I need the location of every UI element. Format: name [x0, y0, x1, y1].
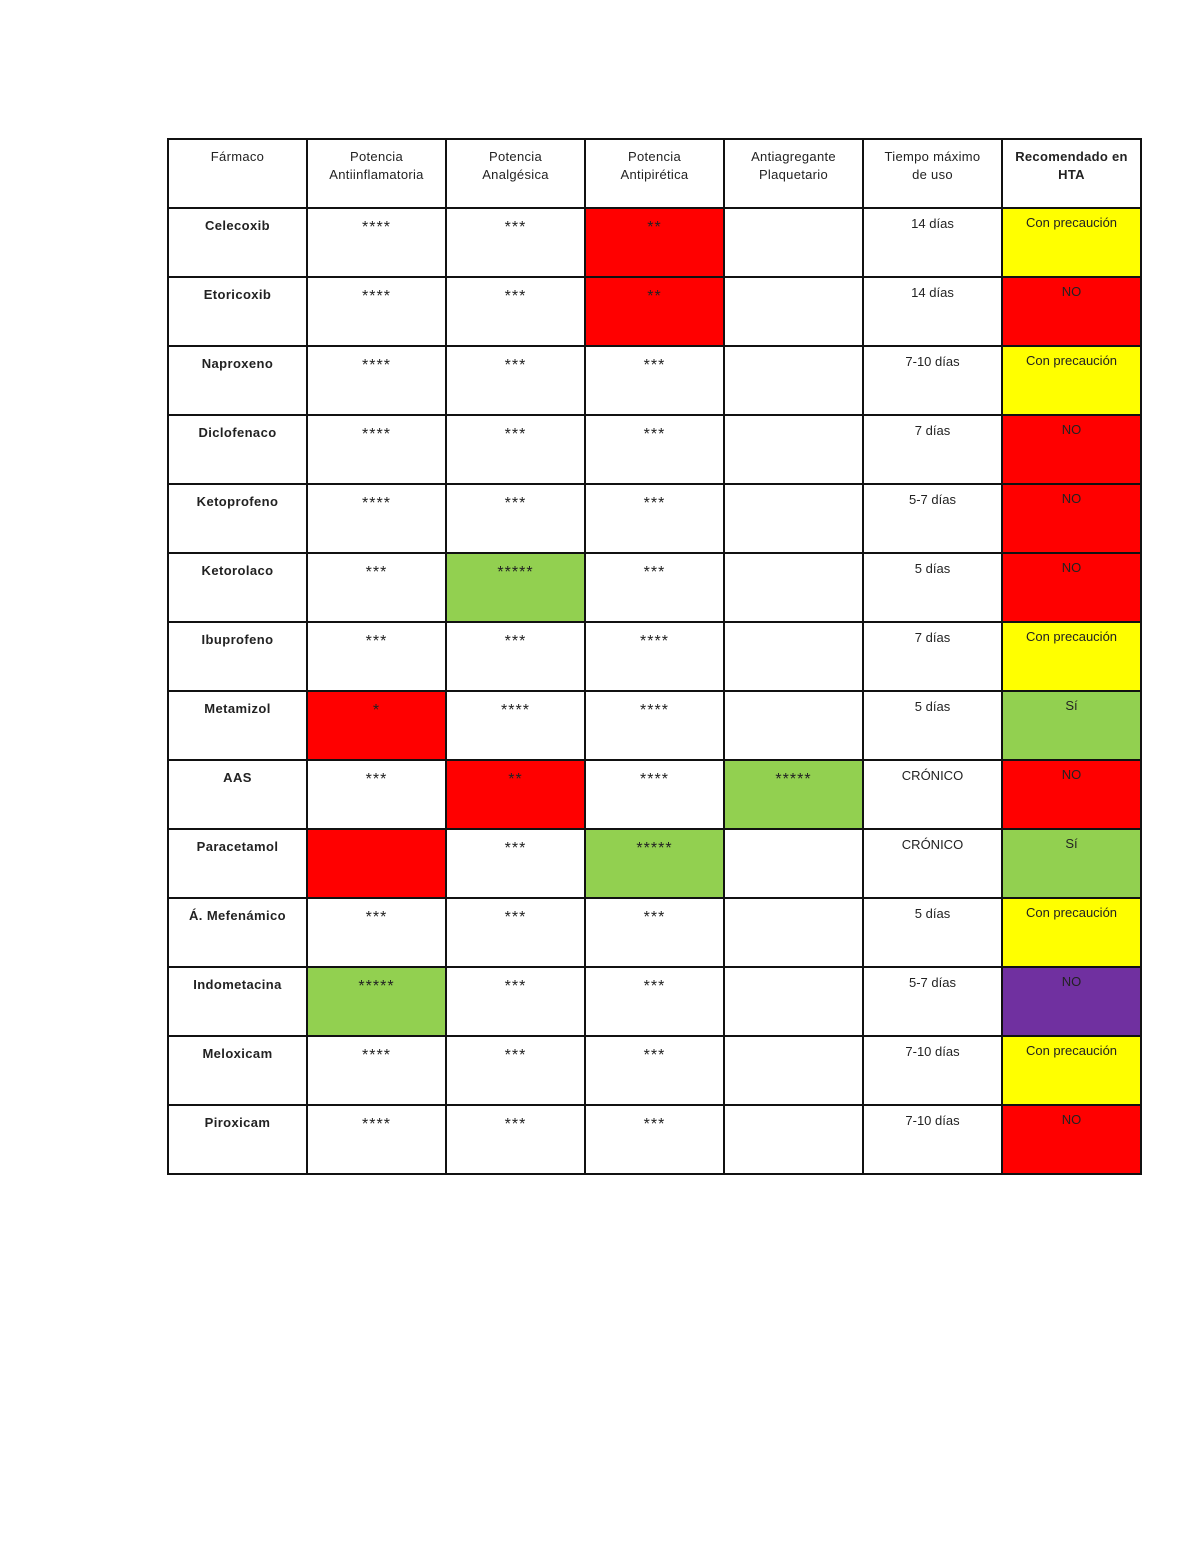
antiagregante-cell [724, 1036, 863, 1105]
table-row [168, 484, 1141, 553]
drug-name-cell: Ibuprofeno [168, 622, 307, 691]
table-row [168, 829, 1141, 898]
header-analgesica-line: Analgésica [482, 167, 549, 182]
table-row [168, 415, 1141, 484]
nsaid-comparison-table [167, 138, 1142, 1175]
tiempo-maximo-cell: 14 días [863, 277, 1002, 346]
analgesica-cell: ** [446, 760, 585, 829]
drug-name-cell: Piroxicam [168, 1105, 307, 1174]
antiinflamatoria-cell: *** [307, 553, 446, 622]
hta-recommendation-cell: Con precaución [1002, 346, 1141, 415]
analgesica-cell: *** [446, 898, 585, 967]
antipiretica-cell: **** [585, 622, 724, 691]
antipiretica-cell: ** [585, 208, 724, 277]
header-farmaco [168, 139, 307, 208]
header-hta-line: HTA [1058, 167, 1085, 182]
header-antipiretica-line: Antipirética [620, 167, 689, 182]
antipiretica-cell: *** [585, 967, 724, 1036]
tiempo-maximo-cell: 7-10 días [863, 346, 1002, 415]
table-header-row [168, 139, 1141, 208]
tiempo-maximo-cell: 5-7 días [863, 967, 1002, 1036]
table-row [168, 898, 1141, 967]
table-row [168, 967, 1141, 1036]
hta-recommendation-cell: NO [1002, 277, 1141, 346]
antiinflamatoria-cell: **** [307, 415, 446, 484]
header-antipiretica-line: Potencia [628, 149, 681, 164]
antiinflamatoria-cell: * [307, 691, 446, 760]
header-analgesica [446, 139, 585, 208]
antiagregante-cell [724, 277, 863, 346]
tiempo-maximo-cell: 14 días [863, 208, 1002, 277]
antipiretica-cell: **** [585, 691, 724, 760]
hta-recommendation-cell: NO [1002, 484, 1141, 553]
drug-name-cell: Paracetamol [168, 829, 307, 898]
antiinflamatoria-cell: **** [307, 484, 446, 553]
drug-name-cell: AAS [168, 760, 307, 829]
drug-name-cell: Celecoxib [168, 208, 307, 277]
tiempo-maximo-cell: CRÓNICO [863, 760, 1002, 829]
drug-name-cell: Indometacina [168, 967, 307, 1036]
header-tiempo [863, 139, 1002, 208]
hta-recommendation-cell: Con precaución [1002, 622, 1141, 691]
tiempo-maximo-cell: 5 días [863, 898, 1002, 967]
tiempo-maximo-cell: 5-7 días [863, 484, 1002, 553]
antiinflamatoria-cell: *** [307, 622, 446, 691]
analgesica-cell: *** [446, 346, 585, 415]
table-row [168, 760, 1141, 829]
analgesica-cell: *** [446, 415, 585, 484]
hta-recommendation-cell: Sí [1002, 829, 1141, 898]
antipiretica-cell: *** [585, 1036, 724, 1105]
antipiretica-cell: *** [585, 1105, 724, 1174]
header-antiinflamatoria [307, 139, 446, 208]
header-hta [1002, 139, 1141, 208]
antipiretica-cell: *** [585, 898, 724, 967]
tiempo-maximo-cell: 7-10 días [863, 1105, 1002, 1174]
hta-recommendation-cell: Con precaución [1002, 208, 1141, 277]
antiinflamatoria-cell: *** [307, 760, 446, 829]
drug-name-cell: Metamizol [168, 691, 307, 760]
table-row [168, 1036, 1141, 1105]
drug-name-cell: Etoricoxib [168, 277, 307, 346]
antipiretica-cell: *** [585, 553, 724, 622]
header-antiinflamatoria-line: Potencia [350, 149, 403, 164]
drug-name-cell: Naproxeno [168, 346, 307, 415]
antiinflamatoria-cell: **** [307, 346, 446, 415]
antipiretica-cell: *** [585, 415, 724, 484]
tiempo-maximo-cell: 5 días [863, 553, 1002, 622]
antipiretica-cell: *** [585, 346, 724, 415]
tiempo-maximo-cell: 7 días [863, 622, 1002, 691]
header-antiagregante [724, 139, 863, 208]
hta-recommendation-cell: Sí [1002, 691, 1141, 760]
hta-recommendation-cell: NO [1002, 553, 1141, 622]
antiagregante-cell [724, 484, 863, 553]
antiagregante-cell [724, 553, 863, 622]
header-tiempo-line: de uso [912, 167, 953, 182]
table-row [168, 208, 1141, 277]
antiinflamatoria-cell: **** [307, 277, 446, 346]
hta-recommendation-cell: Con precaución [1002, 898, 1141, 967]
antipiretica-cell: **** [585, 760, 724, 829]
header-analgesica-line: Potencia [489, 149, 542, 164]
hta-recommendation-cell: NO [1002, 1105, 1141, 1174]
hta-recommendation-cell: Con precaución [1002, 1036, 1141, 1105]
antipiretica-cell: ** [585, 277, 724, 346]
antipiretica-cell: ***** [585, 829, 724, 898]
antiinflamatoria-cell: **** [307, 1036, 446, 1105]
header-antiinflamatoria-line: Antiinflamatoria [329, 167, 424, 182]
hta-recommendation-cell: NO [1002, 967, 1141, 1036]
hta-recommendation-cell: NO [1002, 760, 1141, 829]
analgesica-cell: *** [446, 208, 585, 277]
antiagregante-cell [724, 346, 863, 415]
antiagregante-cell [724, 691, 863, 760]
analgesica-cell: *** [446, 1105, 585, 1174]
header-antipiretica [585, 139, 724, 208]
antiinflamatoria-cell: **** [307, 208, 446, 277]
analgesica-cell: *** [446, 277, 585, 346]
drug-name-cell: Meloxicam [168, 1036, 307, 1105]
table-row [168, 553, 1141, 622]
antiagregante-cell [724, 967, 863, 1036]
antiinflamatoria-cell: **** [307, 1105, 446, 1174]
table-row [168, 1105, 1141, 1174]
header-antiagregante-line: Plaquetario [758, 167, 829, 182]
table-row [168, 346, 1141, 415]
antiagregante-cell [724, 208, 863, 277]
antiagregante-cell [724, 415, 863, 484]
analgesica-cell: *** [446, 967, 585, 1036]
table-body [168, 139, 1141, 1174]
antiagregante-cell: ***** [724, 760, 863, 829]
antiagregante-cell [724, 829, 863, 898]
tiempo-maximo-cell: 7-10 días [863, 1036, 1002, 1105]
header-hta-line: Recomendado en [1015, 149, 1128, 164]
analgesica-cell: *** [446, 484, 585, 553]
antiagregante-cell [724, 1105, 863, 1174]
antiagregante-cell [724, 622, 863, 691]
table-row [168, 277, 1141, 346]
tiempo-maximo-cell: 5 días [863, 691, 1002, 760]
drug-name-cell: Ketoprofeno [168, 484, 307, 553]
analgesica-cell: *** [446, 622, 585, 691]
analgesica-cell: ***** [446, 553, 585, 622]
antipiretica-cell: *** [585, 484, 724, 553]
drug-name-cell: Ketorolaco [168, 553, 307, 622]
drug-name-cell: Á. Mefenámico [168, 898, 307, 967]
antiinflamatoria-cell: *** [307, 898, 446, 967]
header-antiagregante-line: Antiagregante [751, 149, 836, 164]
tiempo-maximo-cell: 7 días [863, 415, 1002, 484]
analgesica-cell: **** [446, 691, 585, 760]
antiinflamatoria-cell: ***** [307, 967, 446, 1036]
table-row [168, 622, 1141, 691]
antiinflamatoria-cell [307, 829, 446, 898]
antiagregante-cell [724, 898, 863, 967]
analgesica-cell: *** [446, 829, 585, 898]
hta-recommendation-cell: NO [1002, 415, 1141, 484]
table-row [168, 691, 1141, 760]
header-tiempo-line: Tiempo máximo [884, 149, 981, 164]
analgesica-cell: *** [446, 1036, 585, 1105]
drug-name-cell: Diclofenaco [168, 415, 307, 484]
header-farmaco-line: Fármaco [210, 149, 265, 164]
tiempo-maximo-cell: CRÓNICO [863, 829, 1002, 898]
